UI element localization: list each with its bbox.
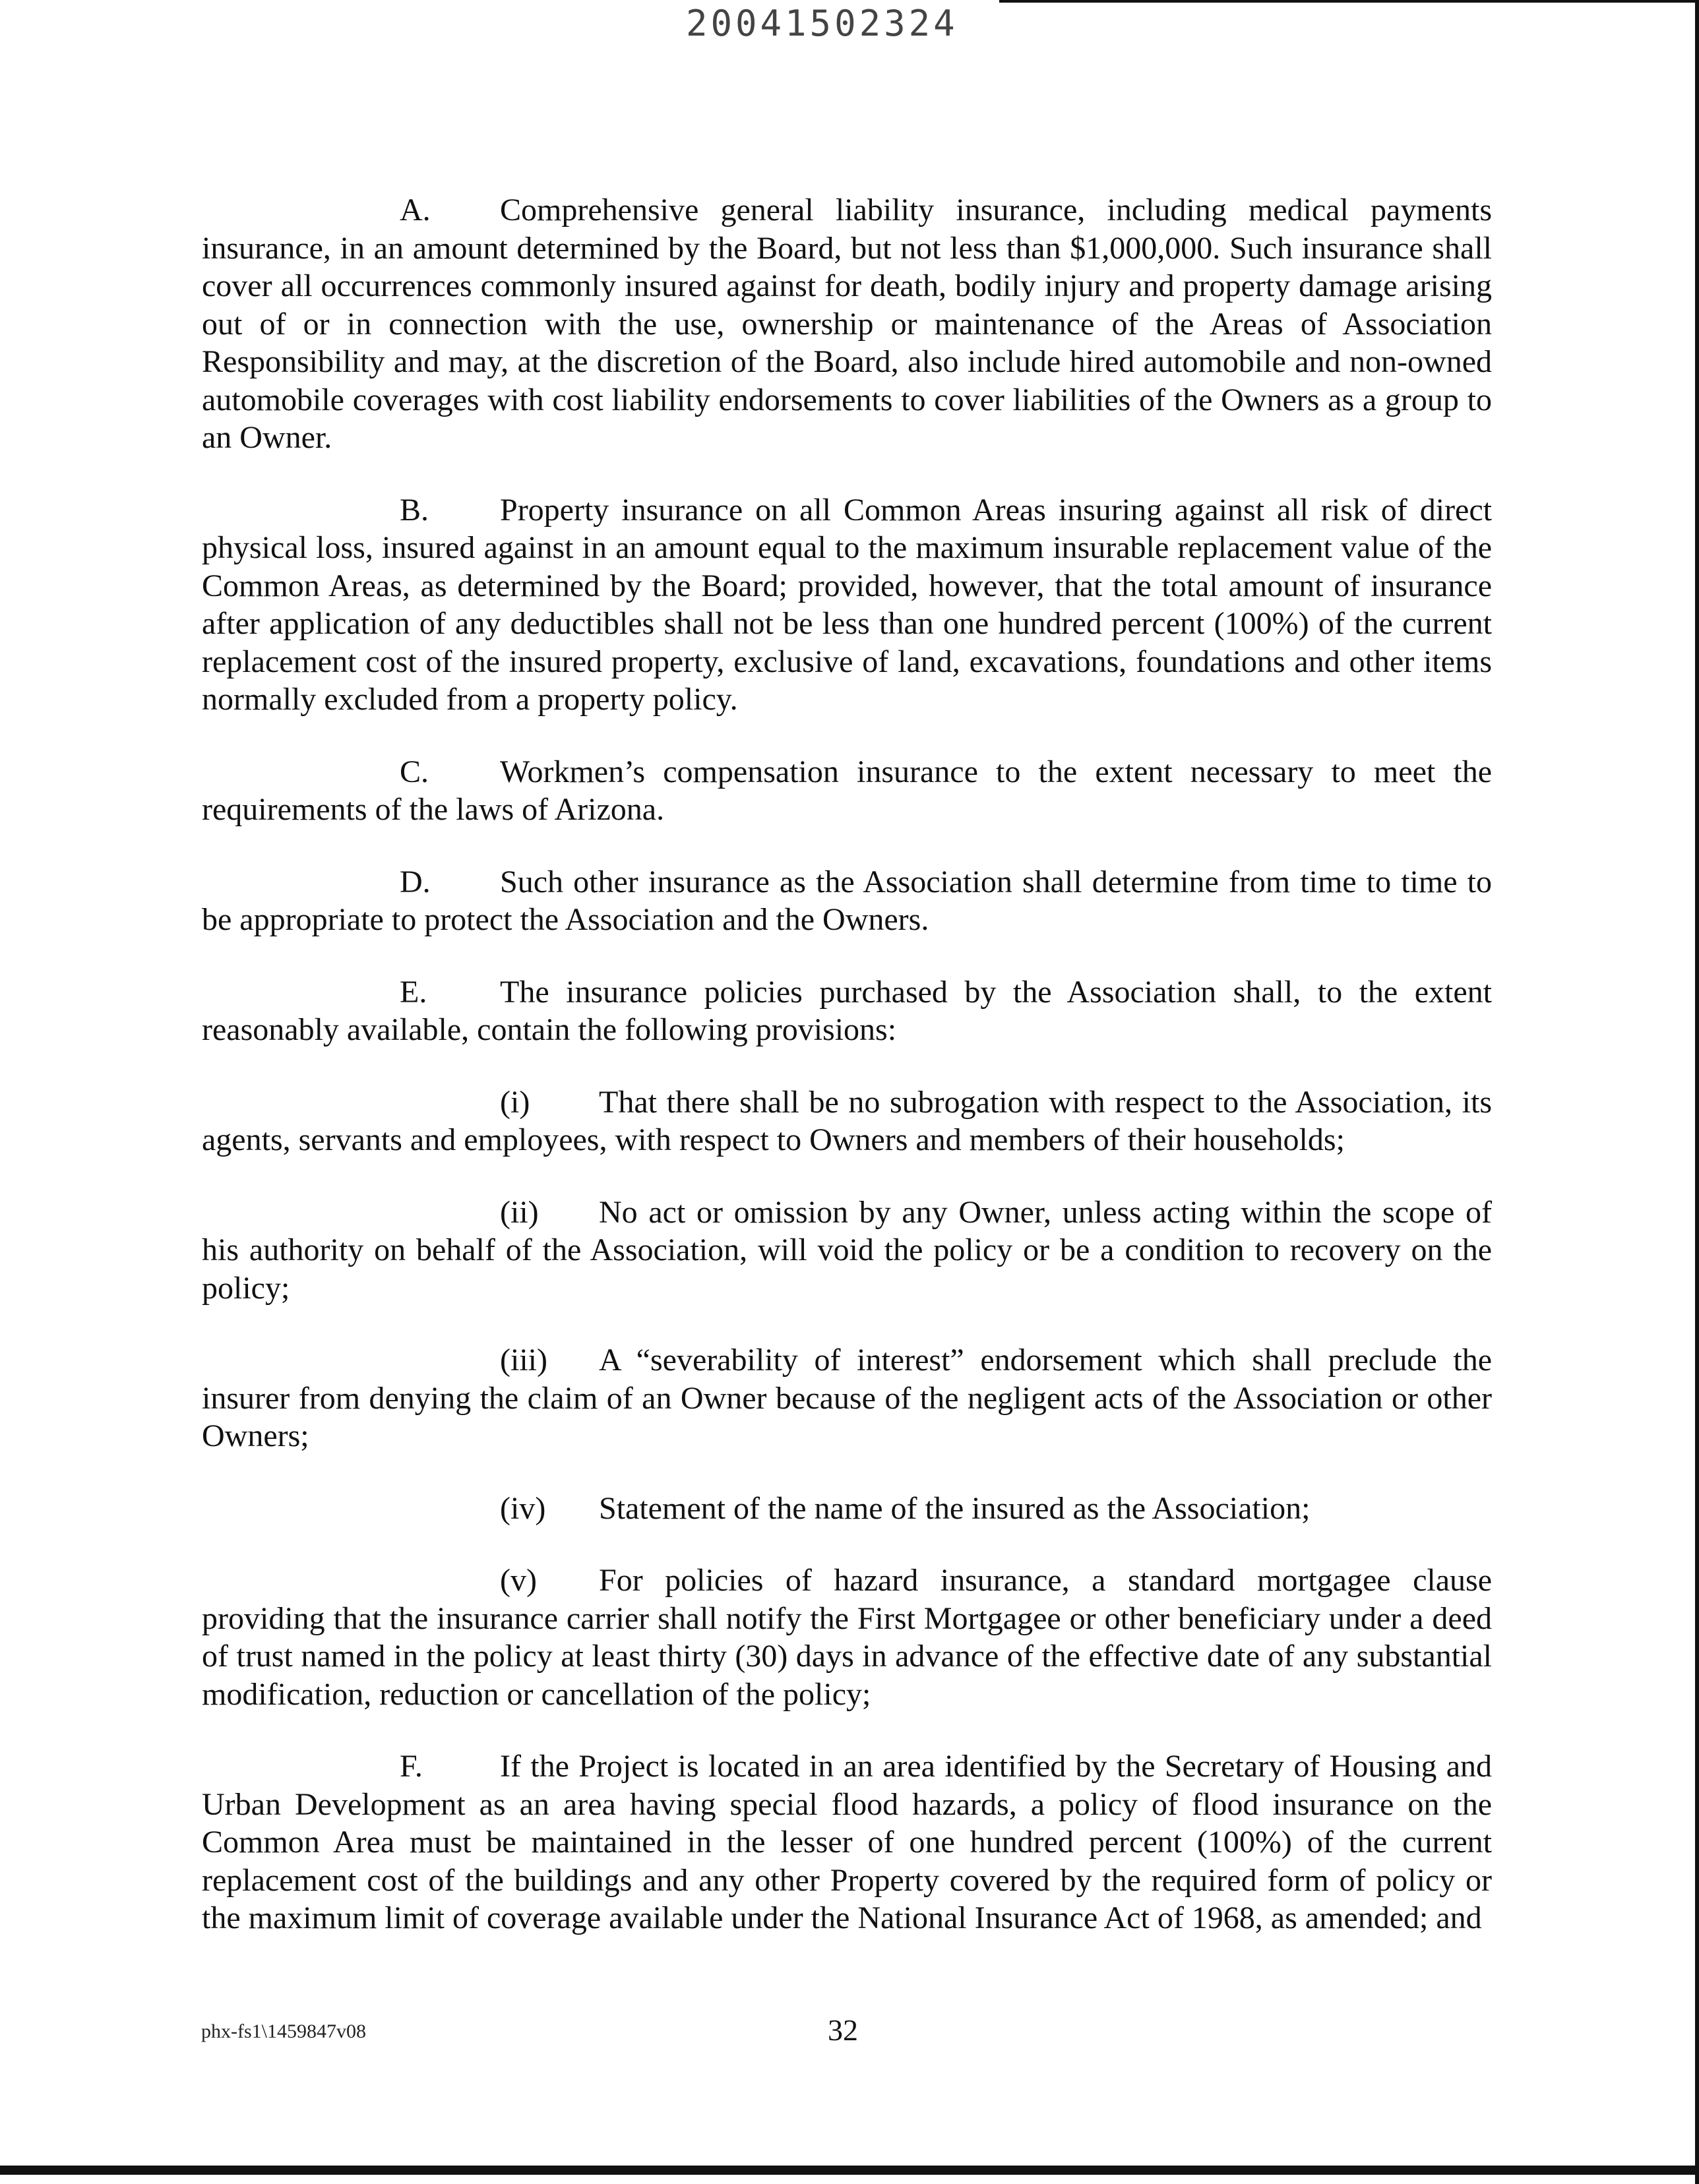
document-number: 20041502324 xyxy=(686,3,958,44)
subparagraph-i xyxy=(202,1083,1492,1159)
paragraph-label: C. xyxy=(400,754,429,789)
paragraph-text: Property insurance on all Common Areas insuring against all risk of direct physical loss, insured against in an amount equal to the maximum insurable replacement value of the Common Areas, as determined by the Board; provided, however, that the total amount of insurance after application of any deductibles shall not be less than one hundred percent (100%) of the current replacement cost of the insured property, exclusive of land, excavations, foundations and other items normally excluded from a property policy. xyxy=(202,492,1492,717)
subparagraph-v xyxy=(202,1562,1492,1713)
paragraph-label: A. xyxy=(400,193,431,228)
paragraph-text: A “severability of interest” endorsement which shall preclude the insurer from denying the claim of an Owner because of the negligent acts of the Association or other Owners; xyxy=(202,1343,1492,1453)
paragraph-a xyxy=(202,191,1492,457)
top-border-line xyxy=(999,0,1699,3)
paragraph-text: Workmen’s compensation insurance to the extent necessary to meet the requirements of the laws of Arizona. xyxy=(202,754,1492,827)
paragraph-label: B. xyxy=(400,492,429,528)
document-body xyxy=(202,191,1492,1937)
paragraph-label: (v) xyxy=(500,1563,537,1598)
paragraph-label: (i) xyxy=(500,1084,530,1120)
paragraph-c xyxy=(202,753,1492,829)
paragraph-b xyxy=(202,491,1492,719)
paragraph-label: (iv) xyxy=(500,1490,546,1526)
paragraph-label: F. xyxy=(400,1749,423,1784)
paragraph-f xyxy=(202,1747,1492,1937)
paragraph-text: The insurance policies purchased by the Association shall, to the extent reasonably available, contain the following provisions: xyxy=(202,974,1492,1047)
paragraph-text: Such other insurance as the Association shall determine from time to time to be appropriate to protect the Association and the Owners. xyxy=(202,864,1492,937)
paragraph-d xyxy=(202,863,1492,939)
paragraph-label: E. xyxy=(400,974,427,1010)
page-number: 32 xyxy=(828,2013,858,2047)
paragraph-label: (iii) xyxy=(500,1343,547,1378)
paragraph-text: If the Project is located in an area identified by the Secretary of Housing and Urban Development as an area having special flood hazards, a policy of flood insurance on the Common Area must be maintained in the lesser of one hundred percent (100%) of the current replacement cost of the buildings and any other Property covered by the required form of policy or the maximum limit of coverage available under the National Insurance Act of 1968, as amended; and xyxy=(202,1749,1492,1935)
subparagraph-iii xyxy=(202,1341,1492,1455)
paragraph-label: D. xyxy=(400,864,431,899)
paragraph-text: Statement of the name of the insured as the Association; xyxy=(599,1490,1311,1526)
paragraph-label: (ii) xyxy=(500,1194,539,1230)
right-border-line xyxy=(1695,0,1699,2184)
paragraph-text: For policies of hazard insurance, a standard mortgagee clause providing that the insurance carrier shall notify the First Mortgagee or other beneficiary under a deed of trust named in the policy at least thirty (30) days in advance of the effective date of any substantial modification, reduction or cancellation of the policy; xyxy=(202,1563,1492,1712)
paragraph-e xyxy=(202,973,1492,1049)
subparagraph-ii xyxy=(202,1194,1492,1308)
bottom-border-line xyxy=(0,2166,1699,2175)
subparagraph-iv xyxy=(202,1490,1492,1528)
paragraph-text: That there shall be no subrogation with respect to the Association, its agents, servants and employees, with respect to Owners and members of their households; xyxy=(202,1084,1492,1157)
paragraph-text: Comprehensive general liability insurance, including medical payments insurance, in an amount determined by the Board, but not less than $1,000,000. Such insurance shall cover all occurrences commonly insured against for death, bodily injury and property damage arising out of or in connection with the use, ownership or maintenance of the Areas of Association Responsibility and may, at the discretion of the Board, also include hired automobile and non-owned automobile coverages with cost liability endorsements to cover liabilities of the Owners as a group to an Owner. xyxy=(202,193,1492,455)
paragraph-text: No act or omission by any Owner, unless acting within the scope of his authority on behalf of the Association, will void the policy or be a condition to recovery on the policy; xyxy=(202,1194,1492,1306)
footer-file-id: phx-fs1\1459847v08 xyxy=(201,2020,366,2042)
